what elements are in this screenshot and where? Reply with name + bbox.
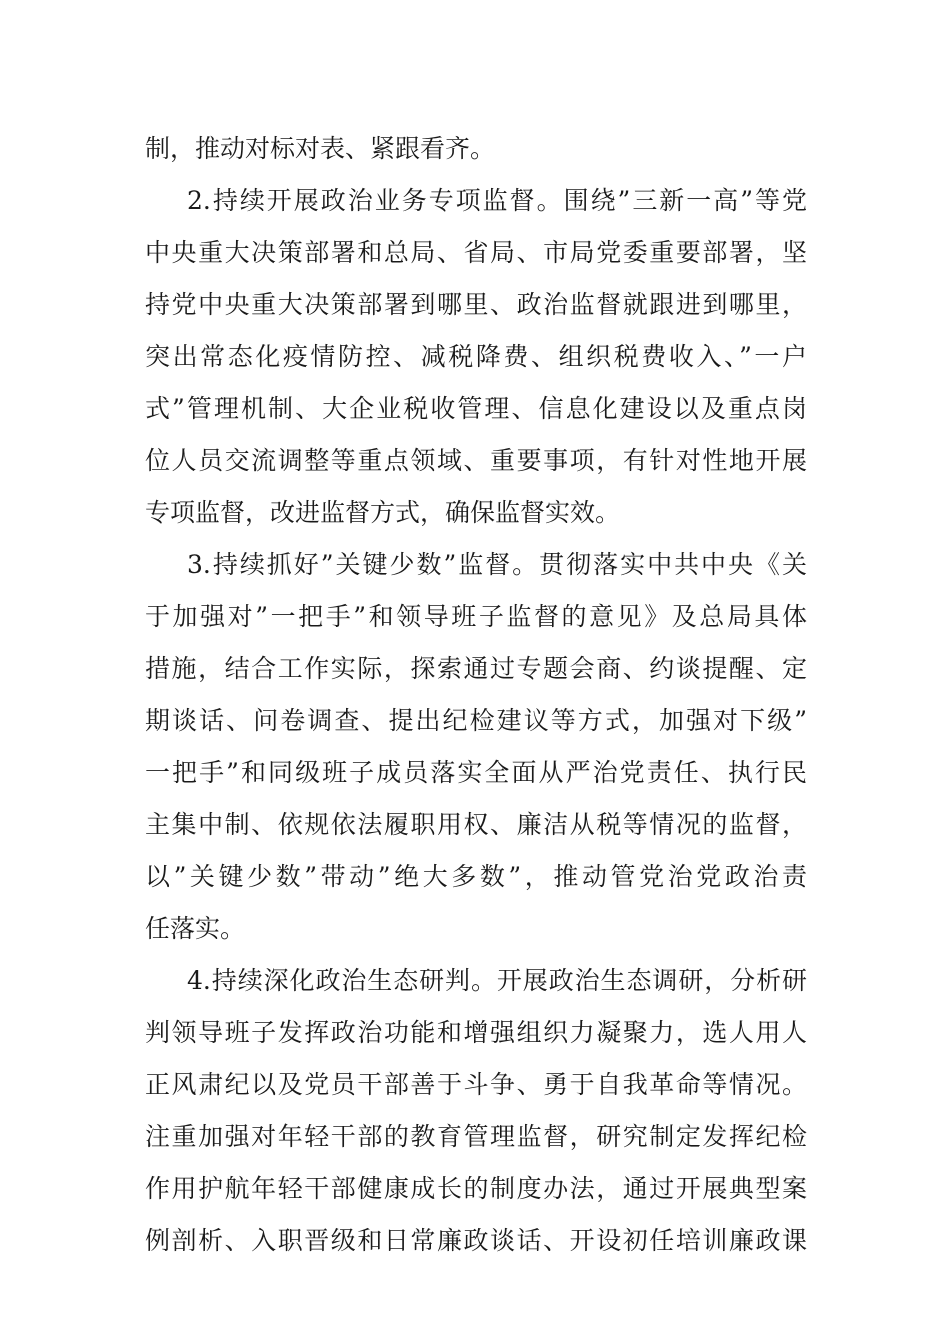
text-line: 一把手”和同级班子成员落实全面从严治党责任、执行民 — [145, 758, 807, 787]
text-line: 式”管理机制、大企业税收管理、信息化建设以及重点岗 — [145, 394, 807, 423]
text-line: 以”关键少数”带动”绝大多数”，推动管党治党政治责 — [145, 862, 807, 891]
text-line: 主集中制、依规依法履职用权、廉洁从税等情况的监督， — [145, 810, 807, 839]
text-line: 制，推动对标对表、紧跟看齐。 — [145, 134, 496, 163]
text-line: 持党中央重大决策部署到哪里、政治监督就跟进到哪里， — [145, 290, 807, 319]
paragraph-heading-3: 3.持续抓好”关键少数”监督。贯彻落实中共中央《关 — [187, 550, 807, 579]
text-line: 措施，结合工作实际，探索通过专题会商、约谈提醒、定 — [145, 654, 807, 683]
text-line: 注重加强对年轻干部的教育管理监督，研究制定发挥纪检 — [145, 1122, 807, 1151]
text-line: 期谈话、问卷调查、提出纪检建议等方式，加强对下级” — [145, 706, 807, 735]
text-line: 突出常态化疫情防控、减税降费、组织税费收入、”一户 — [145, 342, 807, 371]
text-line: 正风肃纪以及党员干部善于斗争、勇于自我革命等情况。 — [145, 1070, 807, 1099]
text-line: 位人员交流调整等重点领域、重要事项，有针对性地开展 — [145, 446, 807, 475]
text-line: 中央重大决策部署和总局、省局、市局党委重要部署，坚 — [145, 238, 807, 267]
text-line: 任落实。 — [145, 914, 246, 943]
text-line: 专项监督，改进监督方式，确保监督实效。 — [145, 498, 621, 527]
text-line: 例剖析、入职晋级和日常廉政谈话、开设初任培训廉政课 — [145, 1226, 807, 1255]
text-line: 作用护航年轻干部健康成长的制度办法，通过开展典型案 — [145, 1174, 807, 1203]
paragraph-heading-2: 2.持续开展政治业务专项监督。围绕”三新一高”等党 — [187, 186, 807, 215]
paragraph-heading-4: 4.持续深化政治生态研判。开展政治生态调研，分析研 — [187, 966, 807, 995]
text-line: 于加强对”一把手”和领导班子监督的意见》及总局具体 — [145, 602, 807, 631]
text-line: 判领导班子发挥政治功能和增强组织力凝聚力，选人用人 — [145, 1018, 807, 1047]
